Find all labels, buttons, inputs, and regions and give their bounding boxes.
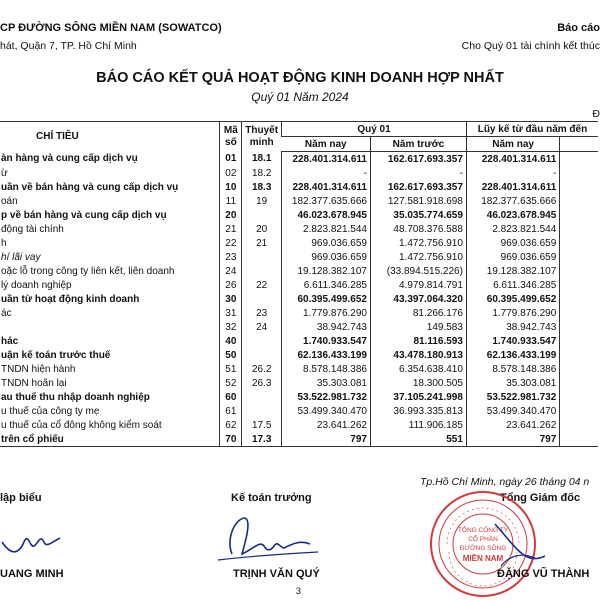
row-current-quarter: 62.136.433.199 bbox=[282, 348, 371, 362]
row-ytd-current: 1.779.876.290 bbox=[466, 306, 559, 320]
row-current-quarter: 23.641.262 bbox=[282, 418, 371, 432]
row-ytd-cut bbox=[560, 376, 598, 390]
table-row bbox=[0, 194, 598, 208]
row-note: 26.2 bbox=[242, 362, 282, 376]
row-note: 22 bbox=[242, 278, 282, 292]
col-header-maso: Mã số bbox=[220, 122, 242, 152]
table-row bbox=[0, 376, 598, 390]
row-label: uận kế toán trước thuế bbox=[1, 349, 111, 361]
row-code: 20 bbox=[220, 208, 242, 222]
row-previous-year: 162.617.693.357 bbox=[370, 180, 466, 194]
row-current-quarter: 969.036.659 bbox=[282, 236, 371, 250]
row-ytd-current: 19.128.382.107 bbox=[466, 264, 559, 278]
stamp-line-mid2: ĐƯỜNG SÔNG bbox=[459, 545, 507, 552]
row-label: oán bbox=[1, 195, 18, 207]
row-current-quarter: 8.578.148.386 bbox=[282, 362, 371, 376]
row-ytd-current: 46.023.678.945 bbox=[466, 208, 559, 222]
row-ytd-cut bbox=[560, 348, 598, 362]
row-ytd-current: 228.401.314.611 bbox=[466, 180, 559, 194]
row-ytd-cut bbox=[560, 236, 598, 250]
row-ytd-cut bbox=[560, 152, 598, 167]
stamp-line-bottom: MIỀN NAM bbox=[462, 554, 504, 563]
place-date: Tp.Hồ Chí Minh, ngày 26 tháng 04 n bbox=[420, 476, 590, 488]
row-ytd-current: 60.395.499.652 bbox=[466, 292, 559, 306]
row-label: ừ bbox=[1, 167, 8, 179]
table-row bbox=[0, 250, 598, 264]
director-title: Tổng Giám đốc bbox=[500, 492, 581, 504]
row-current-quarter: 797 bbox=[282, 432, 371, 447]
row-current-quarter: 1.740.933.547 bbox=[282, 334, 371, 348]
row-code: 21 bbox=[220, 222, 242, 236]
col-group-luyke: Lũy kế từ đầu năm đến bbox=[466, 122, 598, 137]
row-previous-year: 43.478.180.913 bbox=[370, 348, 466, 362]
row-previous-year: 35.035.774.659 bbox=[370, 208, 466, 222]
row-note: 18.2 bbox=[242, 166, 282, 180]
row-current-quarter: 60.395.499.652 bbox=[282, 292, 371, 306]
row-label: hác bbox=[1, 335, 19, 347]
row-code: 51 bbox=[220, 362, 242, 376]
row-label: uần về bán hàng và cung cấp dịch vụ bbox=[1, 181, 179, 193]
row-label: TNDN hiện hành bbox=[1, 363, 76, 375]
row-previous-year: 551 bbox=[370, 432, 466, 447]
row-ytd-current: 62.136.433.199 bbox=[466, 348, 559, 362]
row-current-quarter: 35.303.081 bbox=[282, 376, 371, 390]
accountant-title: Kế toán trưởng bbox=[231, 492, 312, 504]
row-code: 61 bbox=[220, 404, 242, 418]
row-ytd-cut bbox=[560, 278, 598, 292]
row-label: p về bán hàng và cung cấp dịch vụ bbox=[1, 209, 167, 221]
row-ytd-cut bbox=[560, 222, 598, 236]
preparer-title: lập biểu bbox=[0, 492, 42, 504]
row-note: 21 bbox=[242, 236, 282, 250]
row-ytd-cut bbox=[560, 208, 598, 222]
row-ytd-current: - bbox=[466, 166, 559, 180]
row-label: h bbox=[1, 237, 7, 249]
row-previous-year: 111.906.185 bbox=[370, 418, 466, 432]
row-code: 50 bbox=[220, 348, 242, 362]
row-current-quarter: 228.401.314.611 bbox=[282, 180, 371, 194]
col-header-namnay: Năm nay bbox=[282, 137, 371, 152]
row-code: 01 bbox=[220, 152, 242, 167]
preparer-name: UANG MINH bbox=[0, 568, 64, 580]
row-label: u thuế của cổ đông không kiểm soát bbox=[1, 419, 162, 431]
preparer-signature bbox=[0, 512, 70, 562]
row-code: 52 bbox=[220, 376, 242, 390]
row-code: 24 bbox=[220, 264, 242, 278]
row-note: 23 bbox=[242, 306, 282, 320]
row-ytd-current: 6.611.346.285 bbox=[466, 278, 559, 292]
stamp-line-top: TỔNG CÔNG TY bbox=[457, 527, 509, 534]
row-code: 32 bbox=[220, 320, 242, 334]
row-ytd-current: 38.942.743 bbox=[466, 320, 559, 334]
table-row bbox=[0, 292, 598, 306]
row-label: TNDN hoãn lại bbox=[1, 377, 67, 389]
row-current-quarter: 1.779.876.290 bbox=[282, 306, 371, 320]
row-code: 31 bbox=[220, 306, 242, 320]
row-previous-year: 1.472.756.910 bbox=[370, 236, 466, 250]
row-label: trên cổ phiếu bbox=[0, 432, 220, 447]
row-note bbox=[242, 390, 282, 404]
table-row bbox=[0, 278, 598, 292]
row-current-quarter: 182.377.635.666 bbox=[282, 194, 371, 208]
row-code: 62 bbox=[220, 418, 242, 432]
row-ytd-current: 53.499.340.470 bbox=[466, 404, 559, 418]
table-row bbox=[0, 180, 598, 194]
row-label: u thuế của công ty mẹ bbox=[1, 405, 100, 417]
row-ytd-current: 8.578.148.386 bbox=[466, 362, 559, 376]
stamp-line-mid1: CỔ PHẦN bbox=[468, 536, 498, 543]
table-row bbox=[0, 320, 598, 334]
col-header-luyke-namnay: Năm nay bbox=[466, 137, 559, 152]
currency-unit-note: Đ bbox=[592, 108, 600, 120]
row-note bbox=[242, 292, 282, 306]
row-code: 11 bbox=[220, 194, 242, 208]
row-note: 18.3 bbox=[242, 180, 282, 194]
row-previous-year: 36.993.335.813 bbox=[370, 404, 466, 418]
table-row bbox=[0, 362, 598, 376]
table-row bbox=[0, 152, 598, 167]
report-subtitle: Quý 01 Năm 2024 bbox=[251, 90, 349, 104]
col-header-luyke-cut bbox=[560, 137, 598, 152]
row-current-quarter: 38.942.743 bbox=[282, 320, 371, 334]
row-label: au thuế thu nhập doanh nghiệp bbox=[1, 391, 150, 403]
row-previous-year: 81.266.176 bbox=[370, 306, 466, 320]
row-ytd-cut bbox=[560, 194, 598, 208]
row-code: 02 bbox=[220, 166, 242, 180]
row-previous-year: 1.472.756.910 bbox=[370, 250, 466, 264]
row-ytd-cut bbox=[560, 306, 598, 320]
row-note bbox=[242, 348, 282, 362]
row-label: động tài chính bbox=[1, 223, 64, 235]
row-ytd-cut bbox=[560, 404, 598, 418]
row-current-quarter: 19.128.382.107 bbox=[282, 264, 371, 278]
row-ytd-current: 797 bbox=[466, 432, 559, 447]
table-body bbox=[0, 152, 598, 447]
company-address: hát, Quận 7, TP. Hồ Chí Minh bbox=[0, 40, 137, 52]
row-code: 30 bbox=[220, 292, 242, 306]
row-code: 70 bbox=[220, 432, 242, 447]
table-row bbox=[0, 334, 598, 348]
row-code: 40 bbox=[220, 334, 242, 348]
company-seal-stamp bbox=[425, 486, 545, 598]
row-code: 26 bbox=[220, 278, 242, 292]
table-row bbox=[0, 432, 598, 447]
row-code: 10 bbox=[220, 180, 242, 194]
table-row bbox=[0, 306, 598, 320]
row-note bbox=[242, 334, 282, 348]
row-note bbox=[242, 208, 282, 222]
row-ytd-cut bbox=[560, 362, 598, 376]
row-current-quarter: 228.401.314.611 bbox=[282, 152, 371, 167]
table-row bbox=[0, 222, 598, 236]
col-group-quy: Quý 01 bbox=[282, 122, 467, 137]
row-current-quarter: - bbox=[282, 166, 371, 180]
table-row bbox=[0, 264, 598, 278]
row-ytd-current: 969.036.659 bbox=[466, 236, 559, 250]
row-previous-year: (33.894.515.226) bbox=[370, 264, 466, 278]
row-ytd-cut bbox=[560, 320, 598, 334]
row-ytd-current: 1.740.933.547 bbox=[466, 334, 559, 348]
row-ytd-current: 23.641.262 bbox=[466, 418, 559, 432]
table-row bbox=[0, 390, 598, 404]
table-row bbox=[0, 166, 598, 180]
row-label: ác bbox=[1, 307, 12, 319]
row-current-quarter: 969.036.659 bbox=[282, 250, 371, 264]
row-previous-year: 4.979.814.791 bbox=[370, 278, 466, 292]
report-title: BÁO CÁO KẾT QUẢ HOẠT ĐỘNG KINH DOANH HỢP NHẤT bbox=[96, 70, 504, 86]
row-code: 23 bbox=[220, 250, 242, 264]
row-label: àn hàng và cung cấp dịch vụ bbox=[1, 153, 138, 165]
row-previous-year: 48.708.376.588 bbox=[370, 222, 466, 236]
col-header-thuyetminh: Thuyết minh bbox=[242, 122, 282, 152]
row-previous-year: 18.300.505 bbox=[370, 376, 466, 390]
row-note: 18.1 bbox=[242, 152, 282, 167]
row-previous-year: 149.583 bbox=[370, 320, 466, 334]
row-ytd-current: 2.823.821.544 bbox=[466, 222, 559, 236]
col-header-namtruoc: Năm trước bbox=[370, 137, 466, 152]
col-header-chitieu: CHỈ TIÊU bbox=[0, 122, 220, 152]
row-ytd-current: 969.036.659 bbox=[466, 250, 559, 264]
accountant-signature bbox=[212, 510, 322, 568]
director-name: ĐẶNG VŨ THÀNH bbox=[497, 568, 590, 580]
table-row bbox=[0, 208, 598, 222]
row-label: hí lãi vay bbox=[1, 251, 41, 263]
row-current-quarter: 46.023.678.945 bbox=[282, 208, 371, 222]
row-ytd-cut bbox=[560, 432, 598, 447]
row-ytd-cut bbox=[560, 334, 598, 348]
row-ytd-cut bbox=[560, 264, 598, 278]
row-ytd-cut bbox=[560, 250, 598, 264]
row-previous-year: 43.397.064.320 bbox=[370, 292, 466, 306]
row-note bbox=[242, 264, 282, 278]
row-previous-year: 37.105.241.998 bbox=[370, 390, 466, 404]
row-previous-year: 127.581.918.698 bbox=[370, 194, 466, 208]
row-note bbox=[242, 250, 282, 264]
table-row bbox=[0, 418, 598, 432]
company-name: CP ĐƯỜNG SÔNG MIỀN NAM (SOWATCO) bbox=[0, 22, 222, 34]
row-current-quarter: 2.823.821.544 bbox=[282, 222, 371, 236]
row-ytd-cut bbox=[560, 180, 598, 194]
row-note: 24 bbox=[242, 320, 282, 334]
row-label: oặc lỗ trong công ty liên kết, liên doanh bbox=[1, 265, 175, 277]
row-note: 17.5 bbox=[242, 418, 282, 432]
row-ytd-current: 35.303.081 bbox=[466, 376, 559, 390]
income-statement-table bbox=[0, 121, 598, 447]
accountant-name: TRỊNH VĂN QUÝ bbox=[233, 568, 320, 580]
row-ytd-current: 53.522.981.732 bbox=[466, 390, 559, 404]
row-ytd-cut bbox=[560, 418, 598, 432]
row-note bbox=[242, 404, 282, 418]
row-note: 26.3 bbox=[242, 376, 282, 390]
table-row bbox=[0, 348, 598, 362]
row-ytd-current: 182.377.635.666 bbox=[466, 194, 559, 208]
row-ytd-cut bbox=[560, 390, 598, 404]
row-previous-year: 6.354.638.410 bbox=[370, 362, 466, 376]
row-previous-year: - bbox=[370, 166, 466, 180]
row-label: lý doanh nghiệp bbox=[1, 279, 72, 291]
report-type: Báo cáo bbox=[557, 22, 600, 34]
period-note: Cho Quý 01 tài chính kết thúc bbox=[461, 40, 600, 52]
row-note: 19 bbox=[242, 194, 282, 208]
page-number: 3 bbox=[296, 586, 302, 596]
row-previous-year: 81.116.593 bbox=[370, 334, 466, 348]
row-label: uần từ hoạt động kinh doanh bbox=[1, 293, 140, 305]
row-current-quarter: 53.499.340.470 bbox=[282, 404, 371, 418]
row-note: 17.3 bbox=[242, 432, 282, 447]
table-row bbox=[0, 404, 598, 418]
row-note: 20 bbox=[242, 222, 282, 236]
row-ytd-cut bbox=[560, 292, 598, 306]
row-ytd-cut bbox=[560, 166, 598, 180]
row-current-quarter: 6.611.346.285 bbox=[282, 278, 371, 292]
row-label bbox=[0, 320, 220, 334]
row-current-quarter: 53.522.981.732 bbox=[282, 390, 371, 404]
row-ytd-current: 228.401.314.611 bbox=[466, 152, 559, 167]
row-previous-year: 162.617.693.357 bbox=[370, 152, 466, 167]
row-code: 60 bbox=[220, 390, 242, 404]
row-code: 22 bbox=[220, 236, 242, 250]
table-row bbox=[0, 236, 598, 250]
